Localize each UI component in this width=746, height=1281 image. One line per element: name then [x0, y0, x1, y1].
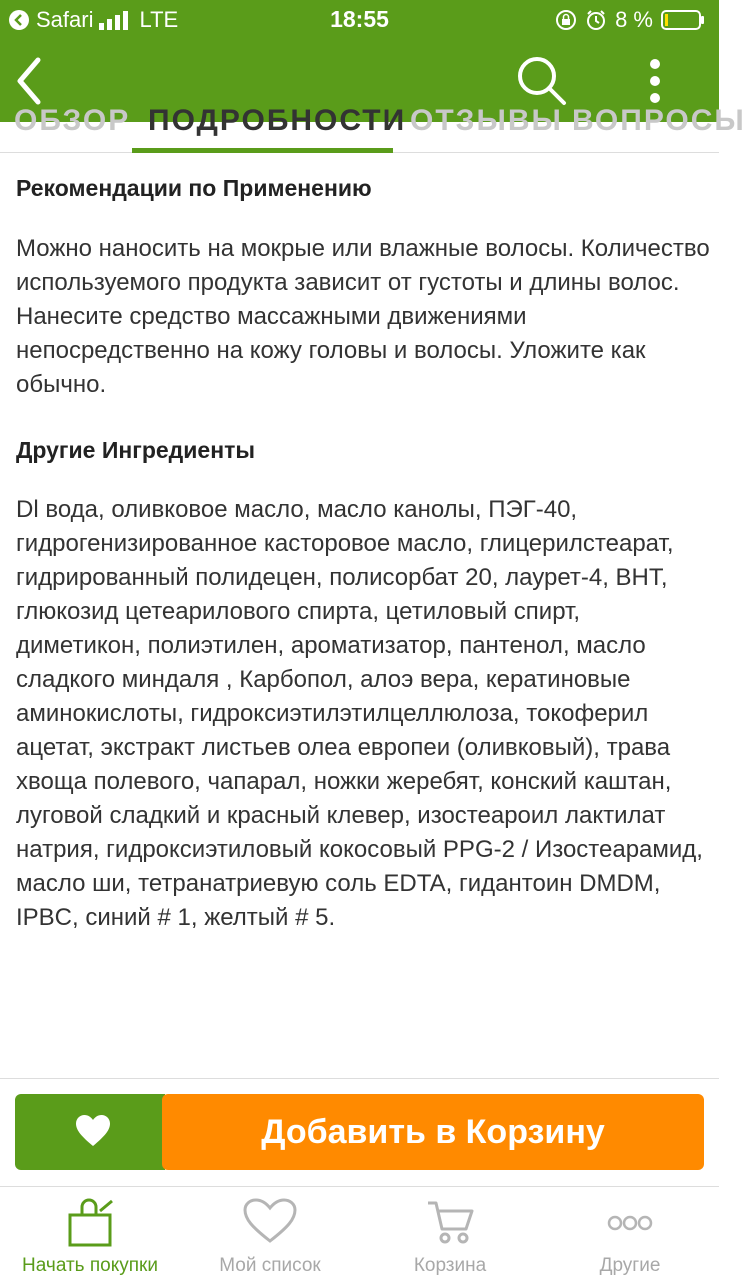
- back-app-label: Safari: [36, 7, 94, 32]
- nav-wishlist[interactable]: [180, 1187, 360, 1281]
- battery-label: 8 %: [615, 7, 653, 32]
- search-icon: [512, 52, 572, 112]
- shopping-bag-icon: [60, 1197, 120, 1247]
- rotation-lock-icon: [555, 9, 577, 31]
- product-tabs: [0, 104, 746, 153]
- alarm-icon: [585, 9, 607, 31]
- tab-details[interactable]: ПОДРОБНОСТИ: [148, 104, 407, 137]
- add-to-wishlist-button[interactable]: [15, 1094, 165, 1170]
- battery-icon: [661, 10, 705, 30]
- more-horizontal-icon: [602, 1197, 658, 1247]
- usage-title: Рекомендации по Применению: [16, 175, 372, 201]
- bottom-nav: [0, 1186, 719, 1281]
- network-label: LTE: [139, 7, 179, 32]
- nav-shop-label: Начать покупки: [22, 1255, 158, 1276]
- status-time: 18:55: [330, 6, 389, 32]
- active-tab-indicator: [132, 148, 393, 153]
- tab-reviews[interactable]: ОТЗЫВЫ: [410, 104, 563, 137]
- nav-other[interactable]: [540, 1187, 720, 1281]
- add-to-cart-button[interactable]: Добавить в Корзину: [162, 1094, 704, 1170]
- status-right: [555, 7, 705, 33]
- more-options-button[interactable]: [630, 52, 680, 112]
- ingredients-title: Другие Ингредиенты: [16, 437, 255, 463]
- nav-shop[interactable]: [0, 1187, 180, 1281]
- heart-icon: [75, 1114, 111, 1148]
- heart-outline-icon: [242, 1197, 298, 1245]
- nav-cart-label: Корзина: [413, 1255, 487, 1276]
- status-bar: [0, 0, 719, 40]
- usage-text: Можно наносить на мокрые или влажные волосы. Количество используемого продукта зависит от густоты и длины волос. Нанесите средство массажными движениями непосредственно на кожу головы и волосы. Уложите как обычно.: [16, 235, 710, 398]
- back-button[interactable]: [10, 54, 60, 108]
- more-vertical-icon: [630, 52, 680, 112]
- divider: [0, 1078, 719, 1079]
- tab-questions[interactable]: ВОПРОСЫ: [572, 104, 746, 137]
- cart-icon: [422, 1197, 478, 1247]
- nav-cart[interactable]: [360, 1187, 540, 1281]
- chevron-left-icon: [10, 54, 50, 108]
- ingredients-text: Dl вода, оливковое масло, масло канолы, ПЭГ-40, гидрогенизированное касторовое масло, глицерилстеарат, гидрированный полидецен, полисорбат 20, лаурет-4, BHT, глюкозид цетеарилового спирта, цетиловый спирт, диметикон, полиэтилен, ароматизатор, пантенол, масло сладкого миндаля , Карбопол, алоэ вера, кератиновые аминокислоты, гидроксиэтилэтилцеллюлоза, токоферил ацетат, экстракт листьев олеа европеи (оливковый), трава хвоща полевого, чапарал, ножки жеребят, конский каштан, луговой сладкий и красный клевер, изостеароил лактилат натрия, гидроксиэтиловый кокосовый PPG-2 / Изостеарамид, масло ши, тетранатриевую соль EDTA, гидантоин DMDM, IPBC, синий # 1, желтый # 5.: [16, 496, 703, 931]
- search-button[interactable]: [512, 52, 572, 112]
- nav-wishlist-label: Мой список: [219, 1255, 321, 1276]
- nav-other-label: Другие: [599, 1255, 661, 1276]
- tab-overview[interactable]: ОБЗОР: [14, 104, 131, 137]
